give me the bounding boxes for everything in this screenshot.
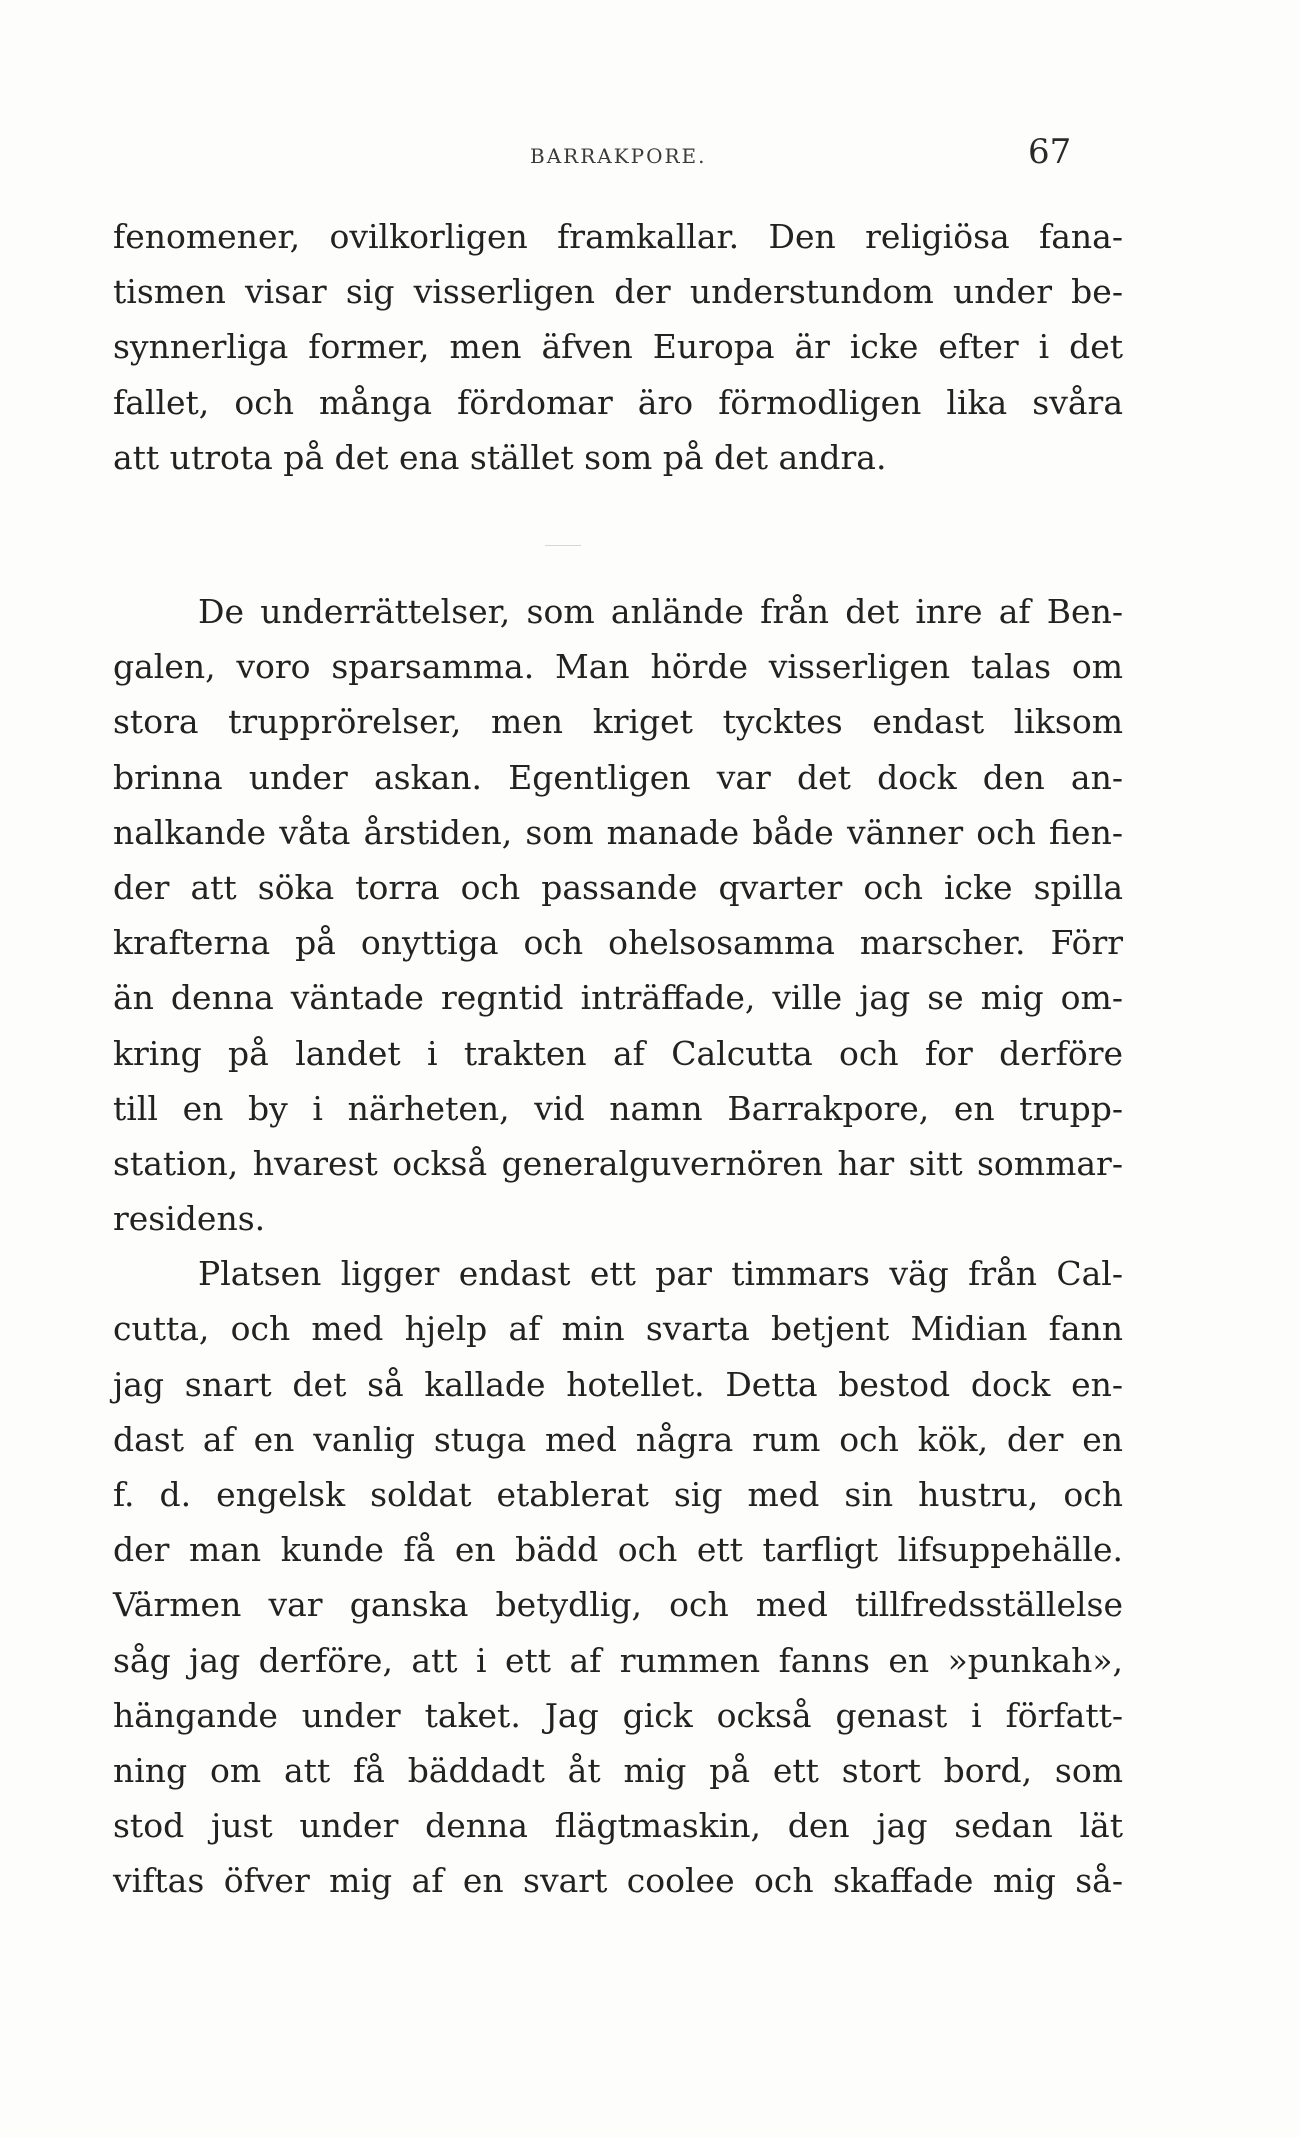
text-line: stod just under denna flägtmaskin, den jag sedan lät	[113, 1806, 1123, 1846]
text-line: residens.	[113, 1199, 266, 1239]
text-line: der man kunde få en bädd och ett tarfligt lifsuppehälle.	[113, 1530, 1123, 1570]
text-line: fallet, och många fördomar äro förmodligen lika svåra	[113, 382, 1123, 422]
text-line: stora trupprörelser, men kriget tycktes endast liksom	[113, 702, 1123, 742]
text-line: galen, voro sparsamma. Man hörde visserligen talas om	[113, 647, 1123, 687]
text-line: synnerliga former, men äfven Europa är icke efter i det	[113, 327, 1123, 367]
text-line: cutta, och med hjelp af min svarta betjent Midian fann	[113, 1309, 1123, 1349]
text-line: kring på landet i trakten af Calcutta och for derföre	[113, 1033, 1123, 1073]
text-line: dast af en vanlig stuga med några rum och kök, der en	[113, 1419, 1123, 1459]
text-line: Platsen ligger endast ett par timmars väg från Cal-	[198, 1254, 1123, 1294]
running-head	[0, 132, 1300, 180]
text-line: De underrättelser, som anlände från det inre af Ben-	[198, 592, 1123, 631]
text-line: brinna under askan. Egentligen var det dock den an-	[113, 757, 1123, 797]
text-line: fenomener, ovilkorligen framkallar. Den religiösa fana-	[113, 217, 1123, 256]
page-number: 67	[1028, 132, 1072, 172]
text-line: Värmen var ganska betydlig, och med tillfredsställelse	[113, 1585, 1123, 1625]
running-title: BARRAKPORE.	[530, 144, 707, 168]
section-divider	[545, 545, 581, 546]
text-line: der att söka torra och passande qvarter och icke spilla	[113, 867, 1123, 907]
text-line: nalkande våta årstiden, som manade både vänner och fien-	[113, 812, 1123, 852]
text-line: station, hvarest också generalguvernören har sitt sommar-	[113, 1143, 1123, 1183]
text-line: att utrota på det ena stället som på det andra.	[113, 437, 887, 477]
text-line: hängande under taket. Jag gick också genast i författ-	[113, 1695, 1123, 1735]
text-line: än denna väntade regntid inträffade, ville jag se mig om-	[113, 978, 1123, 1018]
paragraph-2-and-3	[113, 584, 1123, 1909]
text-line: viftas öfver mig af en svart coolee och skaffade mig så-	[113, 1861, 1123, 1901]
text-line: f. d. engelsk soldat etablerat sig med sin hustru, och	[113, 1475, 1123, 1514]
text-line: tismen visar sig visserligen der understundom under be-	[113, 272, 1123, 312]
text-line: jag snart det så kallade hotellet. Detta bestod dock en-	[113, 1364, 1123, 1404]
text-line: ning om att få bäddadt åt mig på ett stort bord, som	[113, 1750, 1123, 1790]
text-line: såg jag derföre, att i ett af rummen fanns en »punkah»,	[113, 1640, 1123, 1680]
text-line: krafterna på onyttiga och ohelsosamma marscher. Förr	[113, 923, 1123, 963]
paragraph-1	[113, 209, 1123, 485]
text-line: till en by i närheten, vid namn Barrakpore, en trupp-	[113, 1088, 1123, 1128]
